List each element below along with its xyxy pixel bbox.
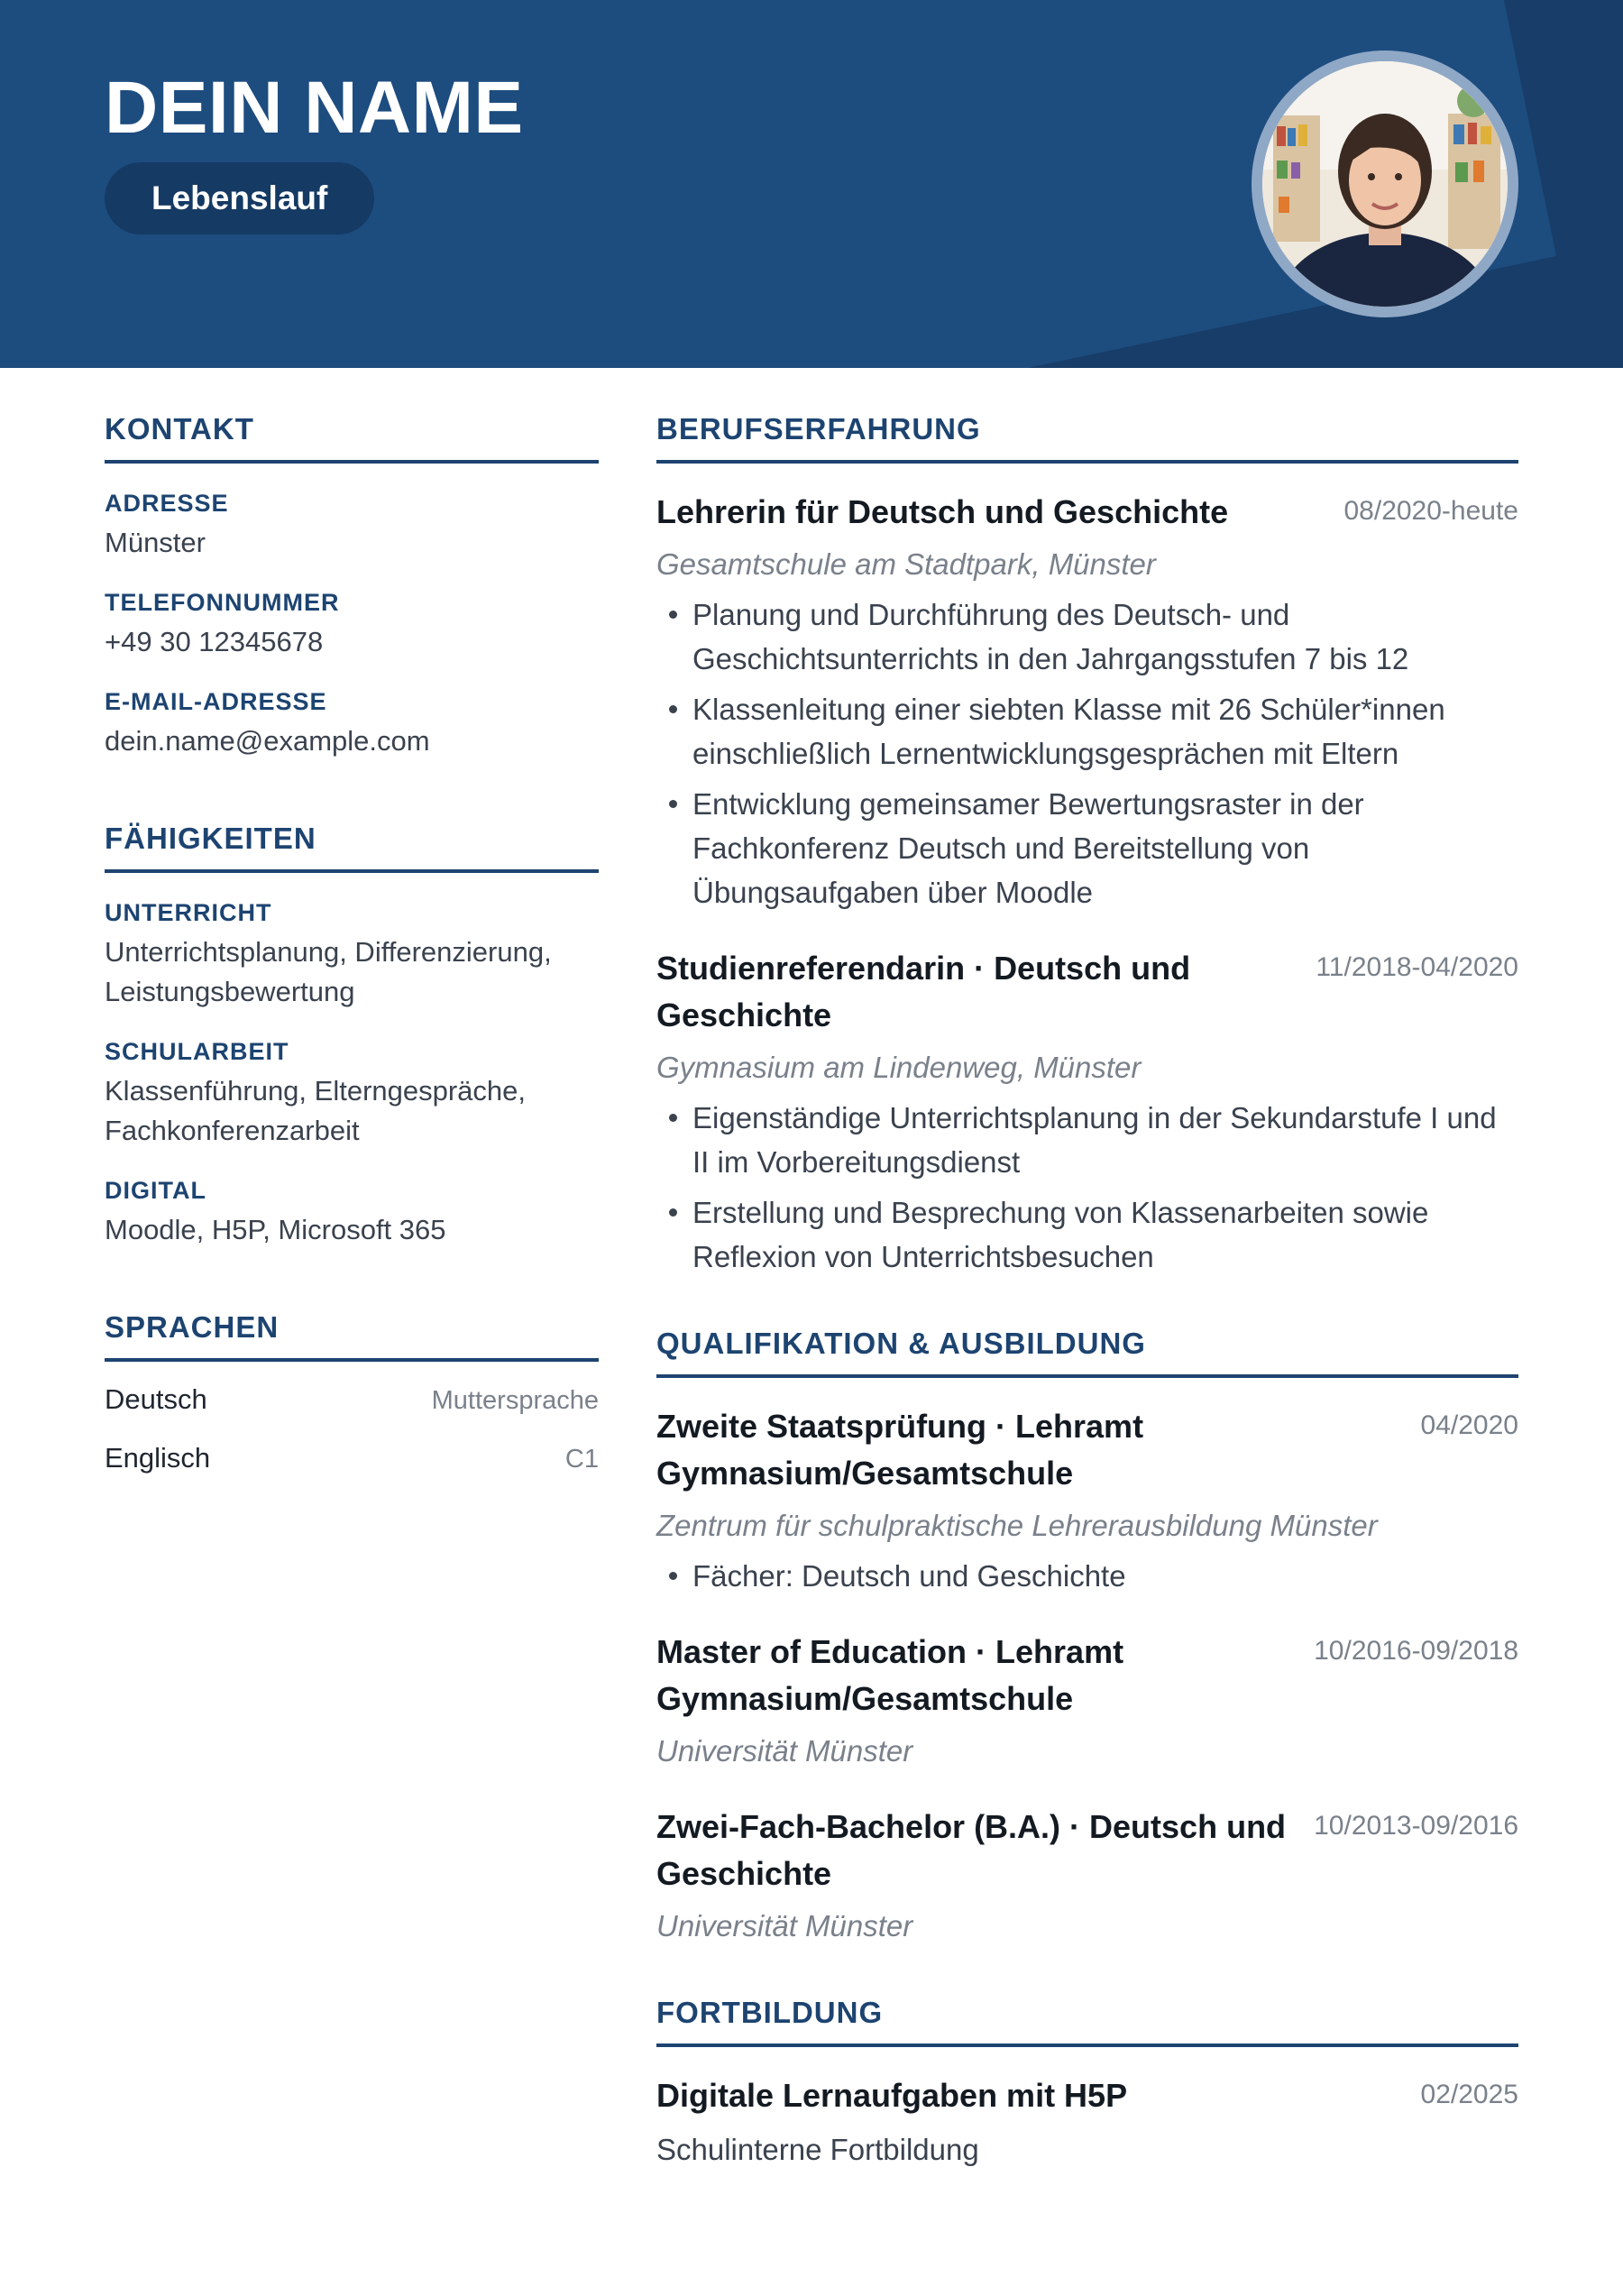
skill-label: DIGITAL [105,1177,206,1204]
bullet-item [656,1190,1518,1279]
section-title: SPRACHEN [105,1306,599,1362]
entry-date: 04/2020 [1420,1410,1518,1440]
bullet-dot-icon [669,611,677,619]
name-heading: DEIN NAME [105,67,524,149]
document-type-badge: Lebenslauf [105,162,374,234]
section-title: BERUFSERFAHRUNG [656,408,1518,464]
bullet-text: Entwicklung gemeinsamer Bewertungsraster in der Fachkonferenz Deutsch und Bereitstellung von Übungsaufgaben über Moodle [692,787,1364,909]
bullet-text: Klassenleitung einer siebten Klasse mit 26 Schüler*innen einschließlich Lernentwicklungsgesprächen mit Eltern [692,693,1445,770]
contact-label: TELEFONNUMMER [105,589,340,616]
language-level: C1 [564,1445,599,1474]
entry-title: Zweite Staatsprüfung · Lehramt Gymnasium/Gesamtschule [656,1408,1144,1492]
entry-organization: Universität Münster [656,1909,913,1942]
right-column [656,408,1518,2172]
language-row [105,1438,599,1479]
bullet-dot-icon [669,800,677,808]
bullet-item [656,592,1518,681]
entry-date: 02/2025 [1420,2080,1518,2109]
bullet-list [656,1554,1518,1598]
bullet-item [656,1554,1518,1598]
left-column [105,408,599,1479]
entry-date: 11/2018-04/2020 [1316,952,1518,982]
languages-section [105,1306,599,1479]
language-level: Muttersprache [431,1386,599,1415]
entry-title: Lehrerin für Deutsch und Geschichte [656,493,1229,530]
bullet-item [656,687,1518,776]
skill-value: Moodle, H5P, Microsoft 365 [105,1214,446,1245]
language-name: Englisch [105,1442,211,1474]
entry-title: Digitale Lernaufgaben mit H5P [656,2077,1128,2114]
address-value: Münster [105,527,206,558]
experience-entry [656,945,1518,1279]
education-entry [656,1403,1518,1598]
entry-organization: Gymnasium am Lindenweg, Münster [656,1051,1142,1084]
language-row [105,1380,599,1420]
entry-subtitle: Schulinterne Fortbildung [656,2133,979,2166]
language-name: Deutsch [105,1383,207,1415]
skill-label: UNTERRICHT [105,899,272,926]
bullet-text: Fächer: Deutsch und Geschichte [692,1559,1126,1593]
section-title: KONTAKT [105,408,599,464]
experience-entry [656,489,1518,914]
section-title: QUALIFIKATION & AUSBILDUNG [656,1322,1518,1378]
bullet-dot-icon [669,705,677,713]
portrait-image [1262,61,1508,307]
skill-value: Unterrichtsplanung, Differenzierung, Leistungsbewertung [105,936,552,1007]
bullet-item [656,782,1518,914]
training-section [656,1991,1518,2172]
bullet-text: Eigenständige Unterrichtsplanung in der Sekundarstufe I und II im Vorbereitungsdienst [692,1101,1497,1179]
entry-date: 10/2016-09/2018 [1314,1636,1518,1666]
education-entry [656,1629,1518,1773]
contact-label: E-MAIL-ADRESSE [105,688,327,715]
education-section [656,1322,1518,1948]
section-title: FÄHIGKEITEN [105,817,599,873]
entry-date: 10/2013-09/2016 [1314,1811,1518,1841]
education-entry [656,1804,1518,1948]
entry-title: Master of Education · Lehramt Gymnasium/Gesamtschule [656,1633,1124,1717]
training-entry [656,2072,1518,2172]
bullet-dot-icon [669,1114,677,1122]
entry-title: Zwei-Fach-Bachelor (B.A.) · Deutsch und Geschichte [656,1808,1287,1892]
header-banner [0,0,1623,368]
entry-organization: Gesamtschule am Stadtpark, Münster [656,547,1156,581]
entry-title: Studienreferendarin · Deutsch und Geschichte [656,950,1191,1033]
contact-label: ADRESSE [105,490,229,517]
email-value: dein.name@example.com [105,725,430,757]
bullet-list [656,592,1518,914]
bullet-text: Planung und Durchführung des Deutsch- und Geschichtsunterrichts in den Jahrgangsstufen 7 bis 12 [692,598,1409,675]
bullet-dot-icon [669,1572,677,1580]
profile-photo [1262,61,1508,307]
skill-value: Klassenführung, Elterngespräche, Fachkonferenzarbeit [105,1075,527,1146]
bullet-dot-icon [669,1208,677,1217]
skills-section [105,817,599,1250]
experience-section [656,408,1518,1279]
entry-date: 08/2020-heute [1343,496,1518,526]
entry-organization: Universität Münster [656,1734,913,1768]
entry-organization: Zentrum für schulpraktische Lehrerausbildung Münster [656,1509,1378,1542]
bullet-list [656,1096,1518,1279]
bullet-item [656,1096,1518,1184]
bullet-text: Erstellung und Besprechung von Klassenarbeiten sowie Reflexion von Unterrichtsbesuchen [692,1196,1429,1273]
contact-section [105,408,599,761]
skill-label: SCHULARBEIT [105,1038,289,1065]
section-title: FORTBILDUNG [656,1991,1518,2047]
phone-value: +49 30 12345678 [105,626,324,657]
profile-photo-frame [1252,51,1518,317]
